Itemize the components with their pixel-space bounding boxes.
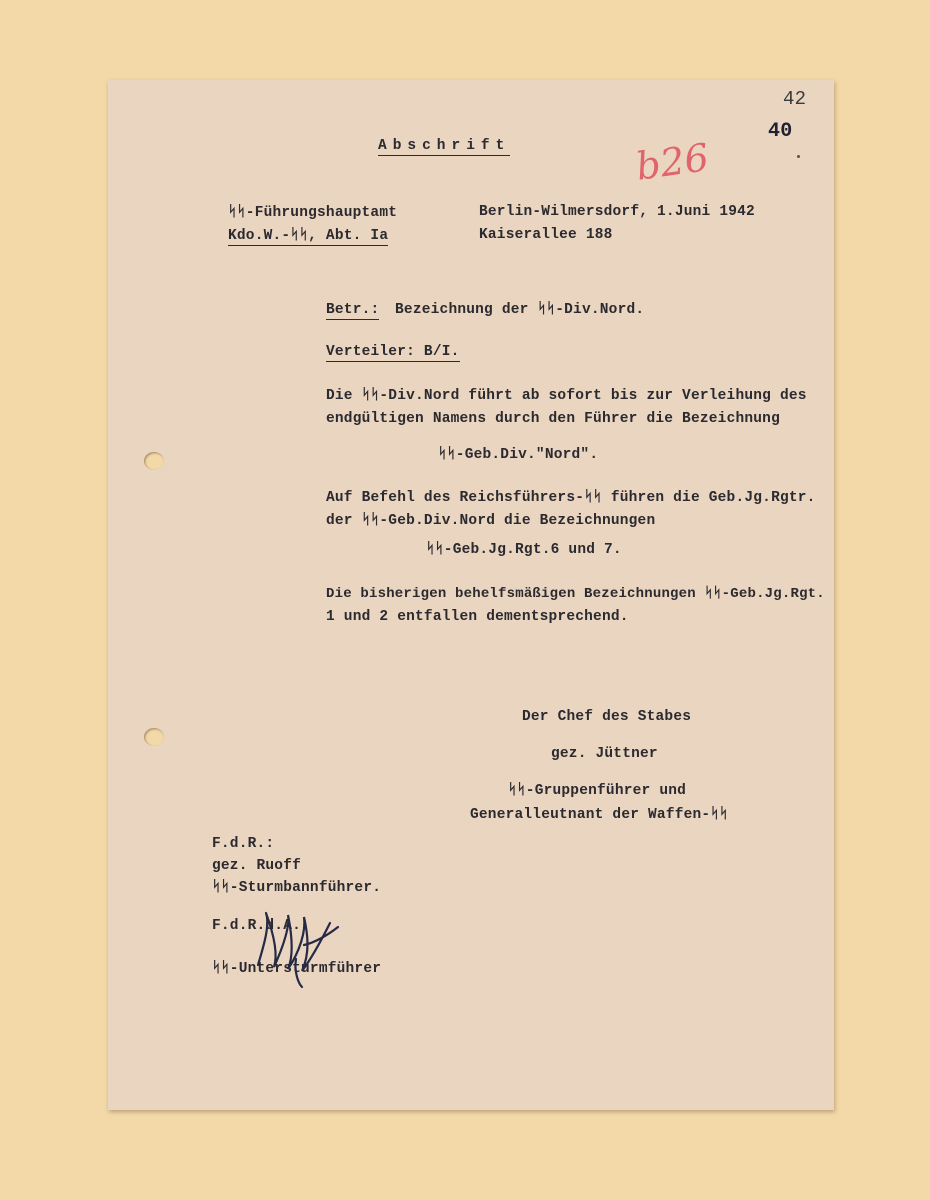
body-p1-line1: Die ᛋᛋ-Div.Nord führt ab sofort bis zur Verleihung des [326, 388, 807, 404]
address: Kaiserallee 188 [479, 227, 613, 243]
subject-label: Betr.: [326, 302, 380, 318]
punch-hole-lower [144, 728, 164, 746]
office-line-2: Kdo.W.-ᛋᛋ, Abt. Ia [228, 228, 389, 244]
cert-name: gez. Ruoff [212, 858, 302, 874]
place-date: Berlin-Wilmersdorf, 1.Juni 1942 [479, 204, 755, 220]
punch-hole-upper [144, 452, 164, 470]
archive-number-top: 42 [783, 88, 807, 110]
regiment-names: ᛋᛋ-Geb.Jg.Rgt.6 und 7. [426, 542, 622, 558]
subject-text: Bezeichnung der ᛋᛋ-Div.Nord. [395, 302, 645, 318]
cert-fdrda: F.d.R.d.A. [212, 918, 302, 934]
body-p3-line1: Die bisherigen behelfsmäßigen Bezeichnungen ᛋᛋ-Geb.Jg.Rgt. [326, 586, 825, 602]
body-p3-line2: 1 und 2 entfallen dementsprechend. [326, 609, 629, 625]
distribution: Verteiler: B/I. [326, 344, 460, 360]
handwritten-signature [244, 905, 354, 995]
subject-line [326, 300, 644, 318]
cert-rank: ᛋᛋ-Sturmbannführer. [212, 880, 382, 896]
handwritten-mark: b26 [633, 135, 712, 189]
division-name: ᛋᛋ-Geb.Div."Nord". [438, 447, 599, 463]
body-p2-line2: der ᛋᛋ-Geb.Div.Nord die Bezeichnungen [326, 513, 656, 529]
signature-rank-1: ᛋᛋ-Gruppenführer und [508, 783, 687, 799]
body-p1-line2: endgültigen Namens durch den Führer die Bezeichnung [326, 411, 780, 427]
ink-dot [797, 155, 800, 158]
signature-rank-2: Generalleutnant der Waffen-ᛋᛋ [470, 807, 729, 823]
archive-number-bottom: 40 [768, 120, 793, 143]
cert-rank-2: ᛋᛋ-Untersturmführer [212, 961, 382, 977]
office-line-1: ᛋᛋ-Führungshauptamt [228, 205, 398, 221]
cert-fdr: F.d.R.: [212, 836, 275, 852]
document-title: Abschrift [378, 138, 511, 154]
signature-name: gez. Jüttner [551, 746, 658, 762]
body-p2-line1: Auf Befehl des Reichsführers-ᛋᛋ führen die Geb.Jg.Rgtr. [326, 490, 816, 506]
signature-title: Der Chef des Stabes [522, 709, 692, 725]
